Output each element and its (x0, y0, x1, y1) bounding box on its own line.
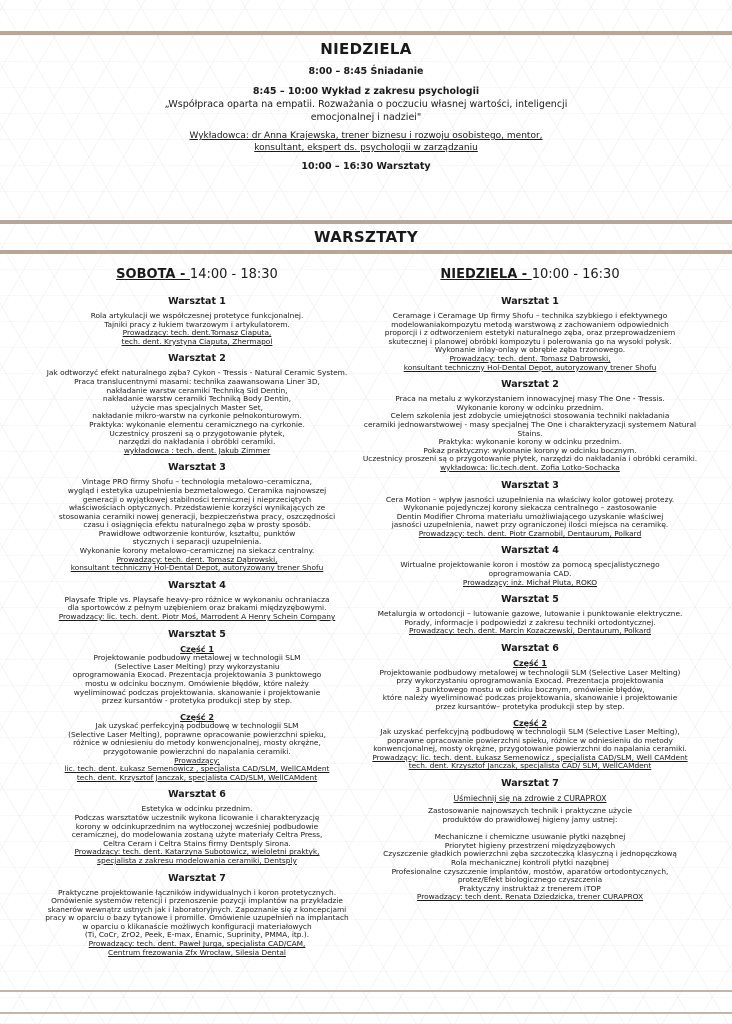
workshop-description: Praktyczne projektowanie łączników indywidualnych i koron protetycznych. Omówienie systemów retencji i przenoszenie pozycji implantów na przykładzie skanerów wewnątrz ustnych jak i laboratoryjnych. Zapoznanie się z koncepcjami pracy w oparciu o bazy tytanowe i promille. Omówienie uzupełnień na implantach w oparciu o klikanaście możliwych konfiguracji materiałowych (Ti, CoCr, ZrO2, Peek, E-max, Enamic, Suprinity, PMMA, itp.). (45, 887, 349, 940)
workshop-description: Jak odtworzyć efekt naturalnego zęba? Cykon - Tressis - Natural Ceramic System. Praca translucentnymi masami: technika zaawansowana Liner 3D, nakładanie warstw ceramiki Techniką Sid Dentin, nakładanie warstw ceramiki Techniką Body Dentin, użycie mas specjalnych Master Set, nakładanie mikro-warstw na cyrkonie pełnokonturowym. Praktyka: wykonanie elementu ceramicznego na cyrkonie. Uczestnicy proszeni są o przygotowanie płytek, narzędzi do nakładania i obróbki ceramiki. (46, 368, 348, 447)
lecture-title: 8:45 – 10:00 Wykład z zakresu psychologii (252, 86, 480, 97)
workshop-subtitle: Uśmiechnij się na zdrowie z CURAPROX (453, 793, 607, 803)
workshop-title: Warsztat 7 (168, 872, 226, 884)
bottom-border-rule (0, 990, 732, 992)
workshop-presenter: Prowadzący: lic. tech. dent. Piotr Moś, Marrodent A Henry Schein Company (58, 612, 336, 622)
workshop-item (42, 296, 352, 346)
workshop-title: Warsztat 6 (168, 789, 226, 801)
workshop-title: Warsztat 3 (501, 479, 559, 491)
workshop-title: Warsztat 1 (501, 296, 559, 307)
workshop-title: Warsztat 5 (501, 594, 559, 606)
lecturer-info: Wykładowca: dr Anna Krajewska, trener biznesu i rozwoju osobistego, mentor, konsultant, ekspert ds. psychologii w zarządzaniu (189, 131, 543, 153)
bottom-border-rule-2 (0, 1012, 732, 1014)
saturday-day: SOBOTA - (116, 267, 190, 282)
workshop-description: Wirtualne projektowanie koron i mostów za pomocą specjalistycznego oprogramowania CAD. (400, 560, 660, 579)
sunday-program (0, 40, 732, 181)
sunday-program-title: NIEDZIELA (320, 40, 412, 58)
workshop-part-label: Część 1 (180, 644, 214, 654)
workshop-description: Cera Motion – wpływ jasności uzupełnienia na właściwy kolor gotowej protezy. Wykonanie pojedynczej korony siekacza centralnego – zastosowanie Dentin Modifier Chroma materiału umożliwiającego uzyskanie właściwej jasności uzupełnienia, nawet przy ograniczonej ilości miejsca na ceramikę. (385, 494, 675, 530)
workshop-item (42, 629, 352, 783)
top-border-rule (0, 31, 732, 35)
workshop-description: Jak uzyskać perfekcyjną podbudowę w technologii SLM (Selective Laser Melting), poprawne opracowanie powierzchni spieku, różnice w odniesieniu do metody konwencjonalnej, mosty okrężne, przygotowanie powierzchni do napalania ceramiki. (68, 721, 326, 756)
saturday-time: 14:00 - 18:30 (189, 267, 278, 282)
workshop-presenter: Prowadzący: tech. dent. Piotr Czarnobil, Dentaurum, Polkard (418, 528, 642, 538)
workshops-band (0, 220, 732, 254)
workshop-presenter: wykładowca : tech. dent. Jakub Zimmer (123, 445, 271, 455)
workshop-description: Vintage PRO firmy Shofu – technologia metalowo–ceramiczna, wygląd i estetyka uzupełnienia bezmetalowego. Ceramika najnowszej generacji o wyjątkowej stabilności termicznej i nieprzeciętych właściwościach optycznych. Przedstawienie korzyści wynikających ze stosowania ceramiki nowej generacji, bezpieczeństwa pracy, oszczędności czasu i osiągnięcia efektu naturalnego zęba w prosty sposób. Prawidłowe odtworzenie konturów, kształtu, punktów stycznych i separacji uzupełnienia. Wykonanie korony metalowo–ceramicznej na siekacz centralny. (58, 477, 336, 556)
workshop-presenter: Prowadzący: tech. dent. Katarzyna Subotowicz, wieloletni praktyk, specjalista z zakresu modelowania ceramiki, Dentsply (74, 847, 320, 865)
workshop-description: Praca na metalu z wykorzystaniem innowacyjnej masy The One - Tressis. Wykonanie korony w odcinku przednim. Celem szkolenia jest zdobycie umiejętności stosowania techniki nakładania ceramiki jednowarstwowej - masy specjalnej The One i charakteryzacji systemem Natural Stains. Praktyka: wykonanie korony w odcinku przednim. Pokaz praktyczny: wykonanie korony w odcinku bocznym. Uczestnicy proszeni są o przygotowanie płytek, narzędzi do nakładania i obróbki ceramiki. (362, 394, 698, 464)
sunday-column (356, 266, 704, 902)
workshop-presenter: Prowadzący: tech. dent. Tomasz Dąbrowski, konsultant techniczny Hol-Dental Depot, autoryzowany trener Shofu (70, 554, 324, 573)
workshop-description: Zastosowanie najnowszych technik i praktyczne użycie produktów do prawidłowej higieny jamy ustnej: Mechaniczne i chemiczne usuwanie płytki nazębnej Priorytet higieny przestrzeni międzyzębowych Czyszczenie gładkich powierzchni zęba szczoteczką klasyczną i jednopęczkową Rola mechanicznej kontroli płytki nazębnej Profesionalne czyszczenie implantów, mostów, aparatów ortodontycznych, protez/Efekt biologicznego czyszczenia Praktyczny instruktaż z trenerem iTOP (383, 806, 677, 893)
workshops-heading: WARSZTATY (313, 228, 419, 246)
workshop-title: Warsztat 1 (168, 296, 226, 307)
workshop-title: Warsztat 2 (168, 353, 226, 365)
workshop-item (356, 545, 704, 587)
spacer (42, 706, 352, 710)
workshop-item (356, 296, 704, 372)
workshop-title: Warsztat 5 (168, 628, 226, 640)
workshop-presenter: Prowadzący: tech dent. Renata Dziedzicka, trener CURAPROX (416, 892, 644, 902)
workshop-description: Estetyka w odcinku przednim. Podczas warsztatów uczestnik wykona licowanie i charakteryzację korony w odcinkuprzednim na wytłoczonej wcześniej podbudowie ceramicznej, do modelowania zostaną użyte materiały Celtra Press, Celtra Ceram i Celtra Stains firmy Dentsply Sirona. (71, 804, 323, 848)
workshop-presenter: Prowadzący: tech. dent. Paweł Jurga, specjalista CAD/CAM, Centrum frezowania Zfx Wrocław, Silesia Dental (88, 939, 306, 957)
workshop-description: Projektowanie podbudowy metalowej w technologii SLM (Selective Laser Melting) przy wykorzystaniu oprogramowania Exocad. Prezentacja projektowania 3 punktowego mostu w odcinku bocznym. Omówienie błędów, które należy wyeliminować podczas projektowania. skanowanie i projektowanie przez kursantów - protetyka produkcji step by step. (72, 653, 322, 706)
workshop-part-label: Część 2 (513, 718, 547, 728)
lecturer-block (166, 130, 566, 154)
spacer (356, 712, 704, 716)
workshop-title: Warsztat 7 (501, 777, 559, 789)
workshop-presenter: wykładowca: lic.tech.dent. Zofia Lotko-Sochacka (440, 462, 620, 472)
workshop-item (42, 580, 352, 622)
workshops-time: 10:00 – 16:30 Warsztaty (301, 161, 431, 172)
workshop-description: Ceramage i Ceramage Up firmy Shofu – technika szybkiego i efektywnego modelowaniakompozytu metodą warstwową z zachowaniem odpowiednich proporcji i z odtworzeniem estetyki naturalnego zęba, oraz przeprowadzeniem skutecznej i planowej obróbki kompozytu i polerowania go na wysoki połysk. Wykonanie inlay-onlay w obrębie zęba trzonowego. (384, 311, 676, 355)
workshop-presenter: Prowadzący: tech. dent. Marcin Kozaczewski, Dentaurum, Polkard (408, 626, 651, 636)
sunday-time: 10:00 - 16:30 (531, 267, 620, 282)
breakfast-time: 8:00 – 8:45 Śniadanie (308, 66, 424, 77)
workshop-description: Rola artykulacji we współczesnej protetyce funkcjonalnej. Tajniki pracy z łukiem twarzowym i artykulatorem. (90, 311, 304, 329)
saturday-column (42, 266, 352, 957)
workshop-item (42, 789, 352, 865)
sunday-header (356, 266, 704, 284)
workshop-title: Warsztat 6 (501, 643, 559, 655)
sunday-day: NIEDZIELA - (440, 267, 532, 282)
workshop-presenter: Prowadzący: tech. dent.Tomasz Ciaputa, tech. dent. Krystyna Ciaputa, Zhermapol (121, 328, 273, 346)
workshop-title: Warsztat 2 (501, 379, 559, 391)
workshop-presenter: Prowadzący: lic. tech. dent. Łukasz Semenowicz , specjalista CAD/SLM, Well CAMdent tech. dent. Krzysztof Janczak, specjalista CAD/ SLM, WellCAMdent (372, 752, 688, 771)
workshop-item (356, 643, 704, 771)
workshop-title: Warsztat 3 (168, 462, 226, 474)
workshop-item (356, 480, 704, 539)
workshop-item (42, 353, 352, 455)
workshop-presenter: Prowadzący: tech. dent. Tomasz Dąbrowski, konsultant techniczny Hol-Dental Depot, autoryzowany trener Shofu (403, 353, 657, 372)
workshop-description: Projektowanie podbudowy metalowej w technologii SLM (Selective Laser Melting) przy wykorzystaniu oprogramowania Exocad. Prezentacja projektowania 3 punktowego mostu w odcinku bocznym, omówienie błędów, które należy wyeliminować podczas projektowania, skanowanie i projektowanie przez kursantów– protetyka produkcji step by step. (379, 667, 681, 711)
workshop-item (356, 778, 704, 902)
workshop-title: Warsztat 4 (168, 579, 226, 591)
saturday-header (42, 266, 352, 284)
workshop-item (356, 594, 704, 636)
workshop-item (42, 873, 352, 958)
lecture-quote: „Współpraca oparta na empatii. Rozważania o poczuciu własnej wartości, inteligencji emocjonalnej i nadziei" (164, 99, 568, 123)
workshop-description: Jak uzyskać perfekcyjną podbudowę w technologii SLM (Selective Laser Melting), poprawne opracowanie powierzchni spieku, różnice w odniesieniu do metody konwencjonalnej, mosty okrężne, przygotowanie powierzchni do napalania ceramiki. (373, 727, 687, 754)
workshop-presenter: Prowadzący: inż. Michał Pluta, ROKO (462, 577, 598, 587)
workshop-item (42, 462, 352, 573)
workshop-presenter: Prowadzący: lic. tech. dent. Łukasz Semenowicz , specjalista CAD/SLM, WellCAMdent tech. dent. Krzysztof Janczak, specjalista CAD/SLM, WellCAMdent (64, 755, 330, 782)
workshop-part-label: Część 1 (513, 659, 547, 669)
workshop-description: Playsafe Triple vs. Playsafe heavy-pro różnice w wykonaniu ochraniacza dla sportowców z pełnym uzębieniem oraz brakami międzyzębowymi. (64, 594, 330, 613)
workshop-title: Warsztat 4 (501, 545, 559, 557)
workshop-item (356, 379, 704, 472)
workshop-part-label: Część 2 (180, 712, 214, 722)
workshop-description: Metalurgia w ortodoncji – lutowanie gazowe, lutowanie i punktowanie elektryczne. Porady, informacje i podpowiedzi z zakresu techniki ortodontycznej. (377, 609, 683, 627)
